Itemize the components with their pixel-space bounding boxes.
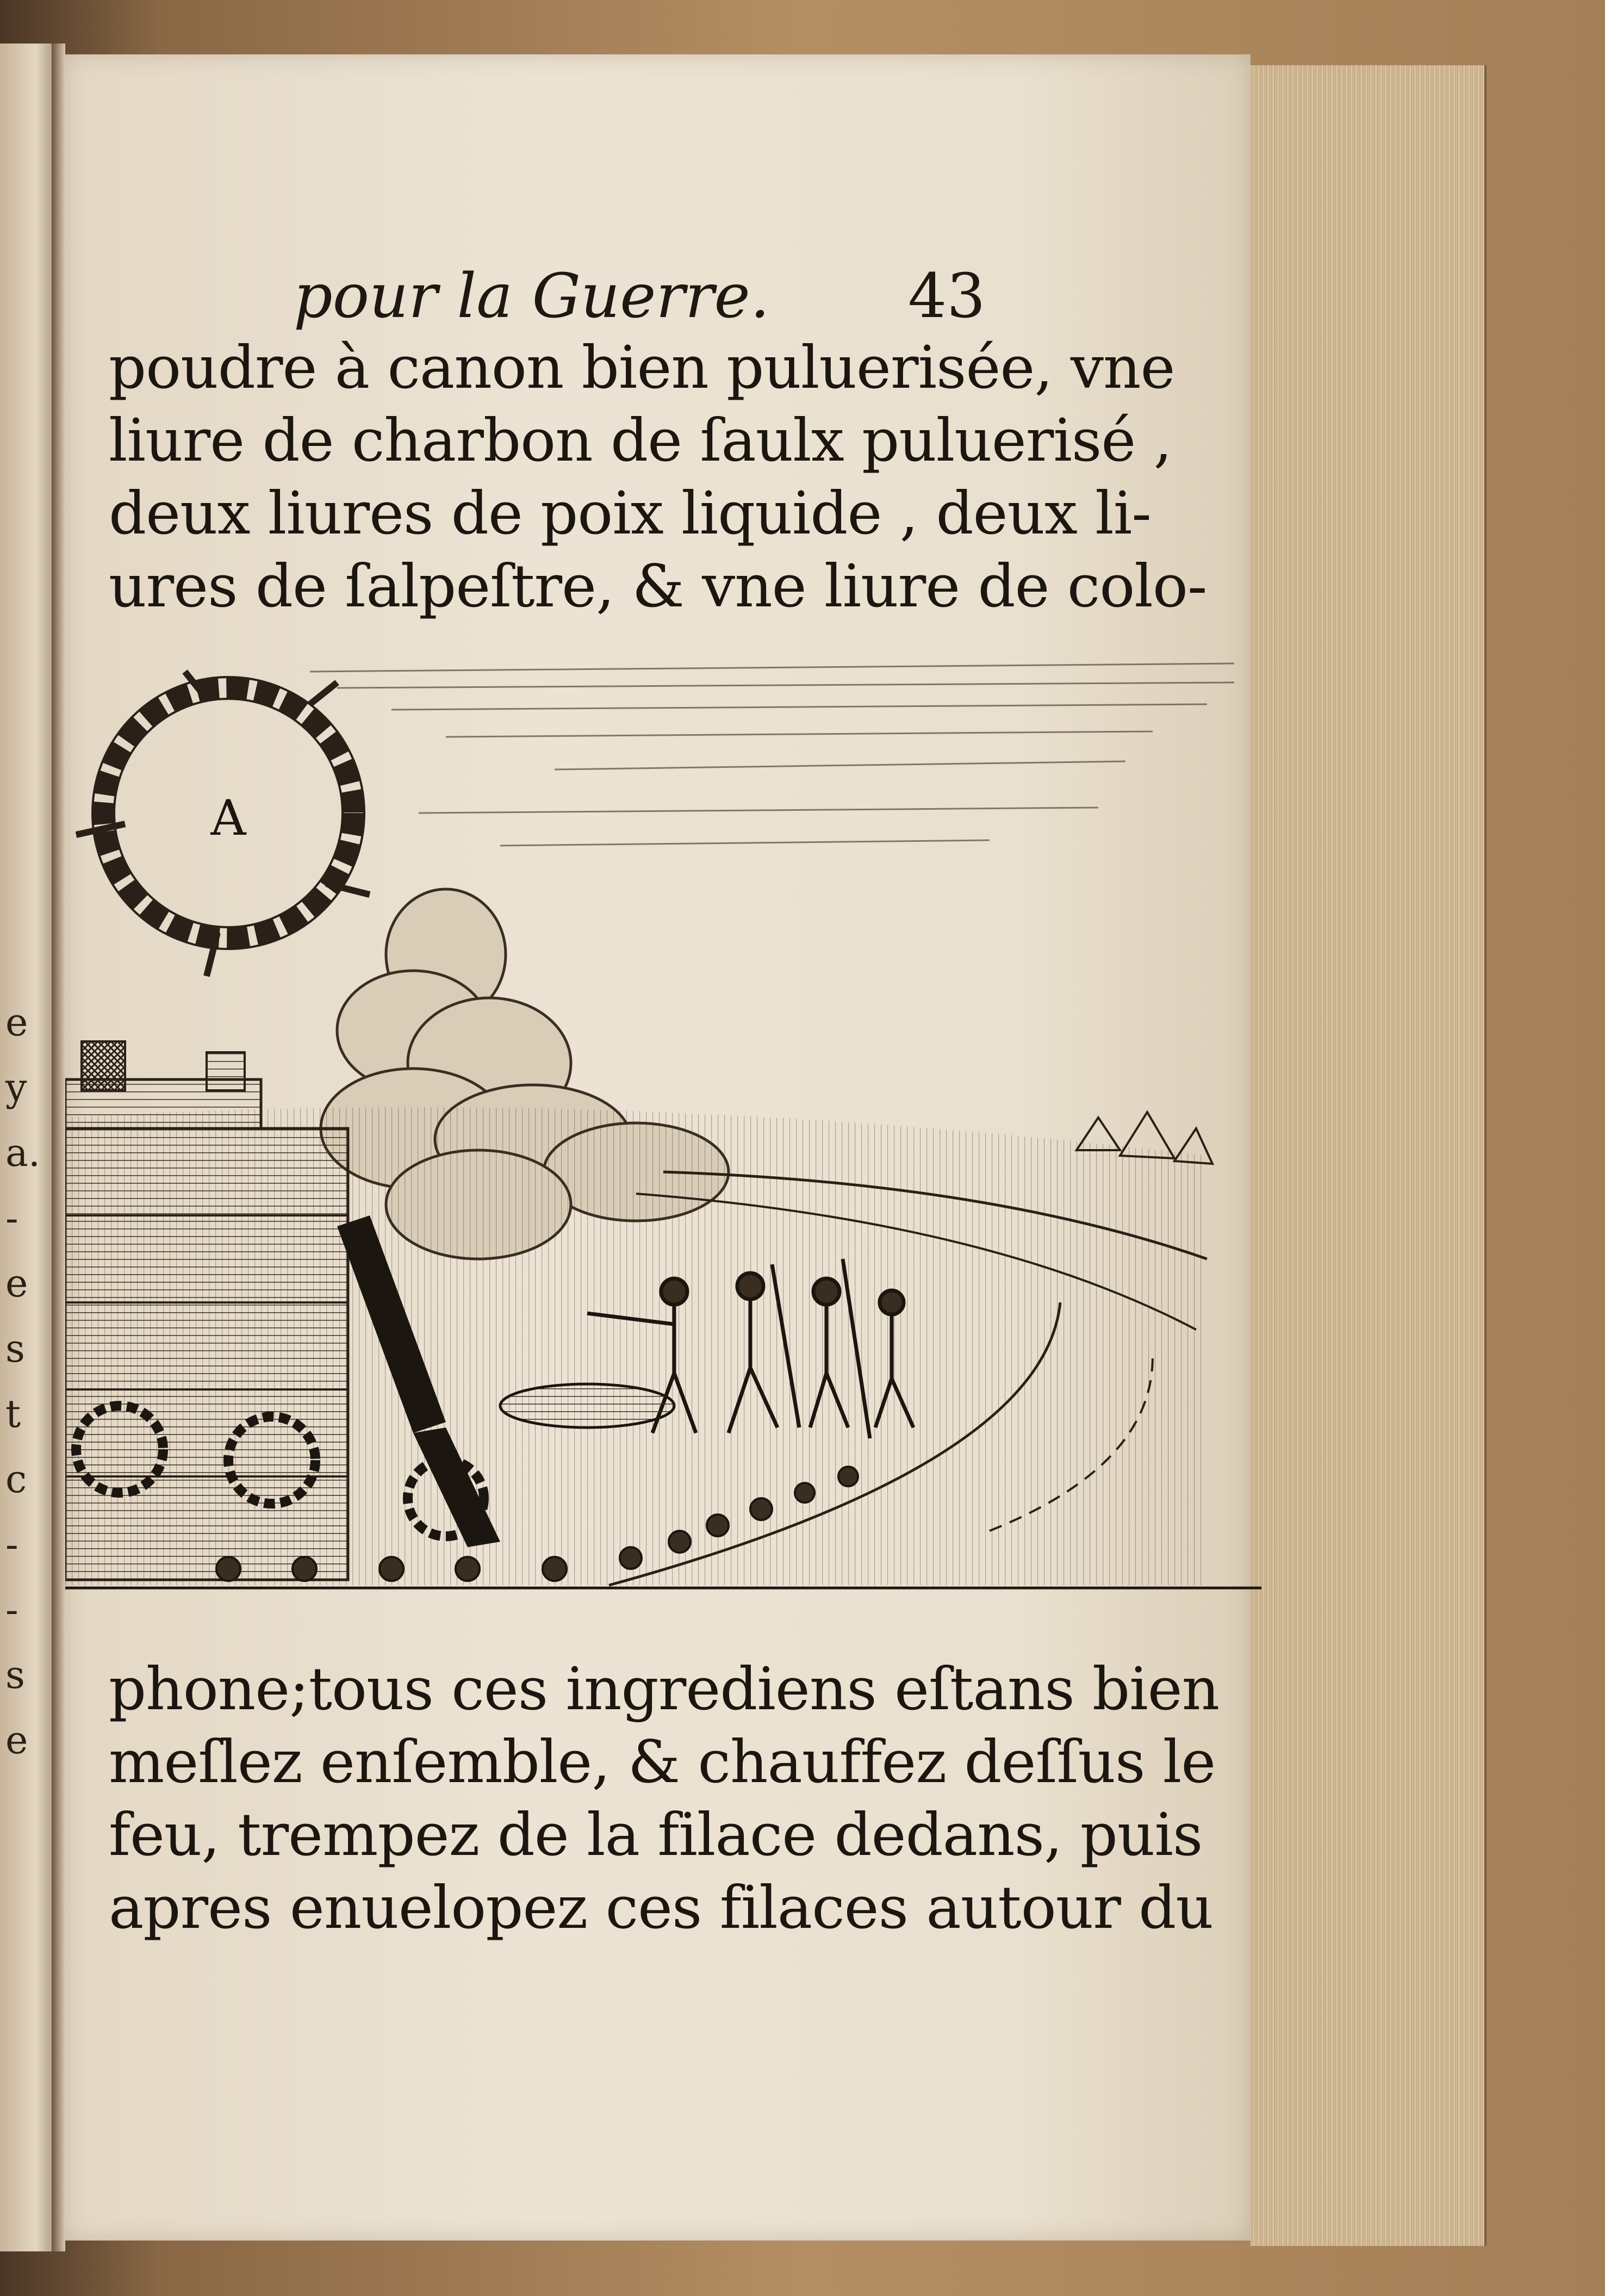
wreath-emblem [76,672,370,976]
text-line: deux liures de poix liquide , deux li- [109,480,1151,548]
left-page-edge [0,44,53,2251]
sky-lines [310,663,1234,846]
left-fragment: a. [5,1131,40,1175]
text-block-top [109,332,1207,623]
left-fragment: y [5,1065,27,1110]
left-fragment: e [5,1261,28,1306]
text-line: poudre à canon bien puluerisée, vne [109,334,1175,402]
book-gutter [52,44,65,2251]
text-line: liure de charbon de ſaulx puluerisé , [109,407,1172,475]
left-fragment: c [5,1457,27,1501]
fallen-soldier [500,1384,674,1428]
left-fragment: - [5,1522,18,1567]
left-fragment: - [5,1587,18,1632]
text-line: ures de ſalpeſtre, & vne liure de colo- [109,553,1207,620]
left-fragment: s [5,1326,25,1371]
wreath-label: A [210,790,246,847]
left-fragment: s [5,1653,25,1697]
siege-engraving [65,650,1261,1596]
left-fragment: t [5,1392,21,1436]
running-head: pour la Guerre. [294,261,770,332]
text-line: meſlez enſemble, & chauffez deſſus le [109,1728,1216,1796]
text-line: phone;tous ces ingrediens eſtans bien [109,1655,1220,1723]
page-number: 43 [908,261,986,332]
left-fragment: e [5,1000,28,1045]
left-fragment: - [5,1196,18,1240]
page-edges [1251,65,1486,2246]
text-line: apres enuelopez ces filaces autour du [109,1874,1213,1942]
left-page-text-fragments [5,990,49,1773]
text-line: feu, trempez de la filace dedans, puis [109,1801,1203,1869]
left-fragment: e [5,1718,28,1763]
text-block-bottom [109,1653,1220,1945]
page-header [294,261,1000,337]
